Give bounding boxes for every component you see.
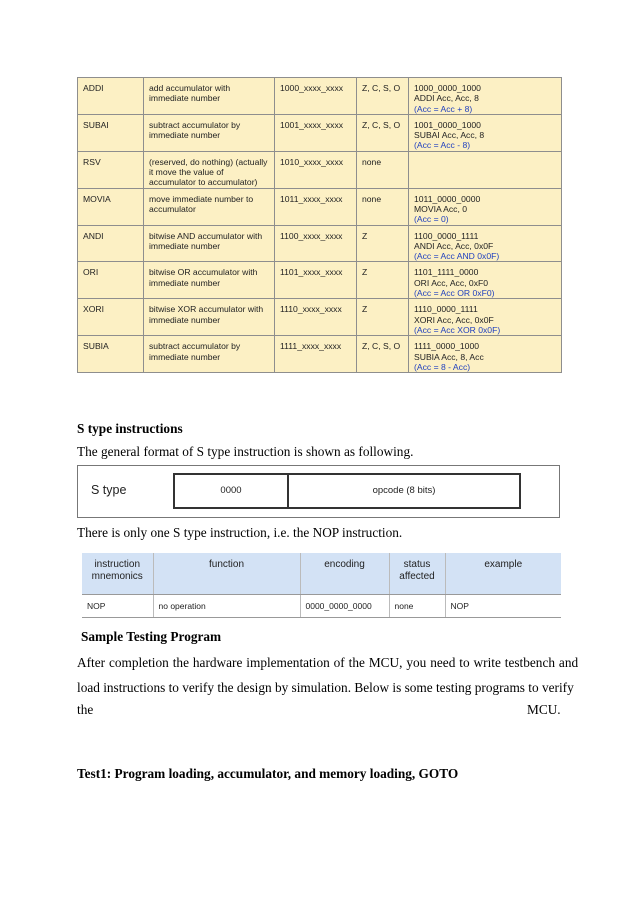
function-line: immediate number: [149, 351, 221, 362]
column-header: [153, 553, 300, 595]
example-line: XORI Acc, Acc, 0x0F: [414, 314, 494, 325]
column-header: [389, 553, 445, 595]
example-line: 1000_0000_1000: [414, 83, 481, 93]
example-cell: [409, 188, 562, 225]
mnemonic-cell: ANDI: [78, 225, 144, 262]
mnemonic-cell: MOVIA: [78, 188, 144, 225]
column-header: [82, 553, 153, 595]
example-cell: [409, 225, 562, 262]
table-cell: NOP: [82, 595, 153, 618]
field-0000: 0000: [175, 475, 289, 507]
function-line: move immediate number to: [149, 193, 254, 204]
mnemonic-cell: RSV: [78, 151, 144, 188]
example-line: SUBAI Acc, Acc, 8: [414, 130, 485, 141]
example-cell: [409, 114, 562, 151]
s-type-format-diagram: [77, 465, 560, 518]
table-row: [78, 151, 562, 188]
table-row: [78, 336, 562, 373]
nop-table: [82, 553, 561, 618]
function-cell: [144, 114, 275, 151]
s-type-format-label: S type: [91, 483, 127, 497]
status-cell: Z, C, S, O: [357, 336, 409, 373]
example-note: (Acc = 0): [414, 214, 449, 225]
function-line: subtract accumulator by: [149, 341, 241, 352]
function-line: accumulator to accumulator): [149, 177, 258, 188]
status-cell: Z: [357, 262, 409, 299]
table-row: [78, 299, 562, 336]
status-cell: none: [357, 151, 409, 188]
sample-heading: Sample Testing Program: [81, 629, 222, 644]
table-row: [78, 225, 562, 262]
s-type-heading: S type instructions: [77, 421, 183, 436]
function-line: it move the value of: [149, 167, 224, 178]
function-line: add accumulator with: [149, 83, 231, 93]
function-cell: [144, 151, 275, 188]
s-type-intro: The general format of S type instruction is shown as following.: [77, 444, 414, 459]
example-note: (Acc = 8 - Acc): [414, 361, 471, 372]
encoding-cell: 1101_xxxx_xxxx: [275, 262, 357, 299]
table-cell: 0000_0000_0000: [300, 595, 389, 618]
example-note: (Acc = Acc XOR 0x0F): [414, 324, 501, 335]
function-line: bitwise XOR accumulator with: [149, 304, 264, 315]
function-line: bitwise AND accumulator with: [149, 230, 263, 241]
example-cell: [409, 78, 562, 115]
sample-paragraph-line-2: load instructions to verify the design by simulation. Below is some testing programs to verify: [77, 680, 574, 695]
example-cell: [409, 336, 562, 373]
status-cell: Z: [357, 299, 409, 336]
example-line: 1101_1111_0000: [414, 267, 479, 278]
encoding-cell: 1001_xxxx_xxxx: [275, 114, 357, 151]
column-header-line: instruction: [94, 559, 141, 570]
instruction-table: [77, 77, 562, 373]
table-cell: NOP: [445, 595, 561, 618]
table-row: [78, 114, 562, 151]
table-row: [78, 78, 562, 115]
example-line: SUBIA Acc, 8, Acc: [414, 351, 484, 362]
function-cell: [144, 299, 275, 336]
column-header-line: encoding: [324, 559, 365, 570]
test1-heading: Test1: Program loading, accumulator, and memory loading, GOTO: [77, 766, 459, 781]
function-line: immediate number: [149, 130, 221, 141]
function-line: immediate number: [149, 314, 221, 325]
example-line: ADDI Acc, Acc, 8: [414, 93, 479, 104]
function-cell: [144, 336, 275, 373]
example-note: (Acc = Acc + 8): [414, 103, 473, 114]
function-cell: [144, 188, 275, 225]
example-note: (Acc = Acc AND 0x0F): [414, 251, 500, 262]
example-note: (Acc = Acc - 8): [414, 140, 471, 151]
s-type-fields: [173, 473, 521, 509]
status-cell: Z, C, S, O: [357, 114, 409, 151]
example-cell: [409, 262, 562, 299]
function-line: subtract accumulator by: [149, 119, 241, 130]
status-cell: Z, C, S, O: [357, 78, 409, 115]
example-cell: [409, 299, 562, 336]
function-line: bitwise OR accumulator with: [149, 267, 258, 278]
function-line: (reserved, do nothing) (actually: [149, 156, 268, 167]
column-header-line: function: [208, 559, 245, 570]
table-cell: no operation: [153, 595, 300, 618]
column-header-line: status: [403, 559, 431, 570]
encoding-cell: 1110_xxxx_xxxx: [275, 299, 357, 336]
example-line: ANDI Acc, Acc, 0x0F: [414, 240, 494, 251]
mnemonic-cell: XORI: [78, 299, 144, 336]
function-line: accumulator: [149, 203, 196, 214]
example-line: 1111_0000_1000: [414, 341, 479, 352]
encoding-cell: 1011_xxxx_xxxx: [275, 188, 357, 225]
sample-paragraph-line-3-start: the: [77, 702, 94, 717]
sample-paragraph-line-1: After completion the hardware implementation of the MCU, you need to write testbench and: [77, 655, 579, 670]
column-header-line: example: [484, 559, 523, 570]
table-row: [82, 595, 561, 618]
status-cell: none: [357, 188, 409, 225]
example-line: MOVIA Acc, 0: [414, 203, 468, 214]
s-type-only-one: There is only one S type instruction, i.e. the NOP instruction.: [77, 525, 403, 540]
example-line: 1110_0000_1111: [414, 304, 478, 315]
example-cell: [409, 151, 562, 188]
example-line: ORI Acc, Acc, 0xF0: [414, 277, 489, 288]
encoding-cell: 1100_xxxx_xxxx: [275, 225, 357, 262]
mnemonic-cell: ORI: [78, 262, 144, 299]
field-opcode: opcode (8 bits): [372, 485, 436, 496]
example-line: 1100_0000_1111: [414, 230, 479, 241]
mnemonic-cell: SUBIA: [78, 336, 144, 373]
function-line: immediate number: [149, 240, 221, 251]
function-cell: [144, 78, 275, 115]
column-header: [300, 553, 389, 595]
function-line: immediate number: [149, 93, 221, 104]
column-header-line: affected: [399, 571, 435, 582]
table-row: [78, 188, 562, 225]
mnemonic-cell: SUBAI: [78, 114, 144, 151]
encoding-cell: 1010_xxxx_xxxx: [275, 151, 357, 188]
function-cell: [144, 225, 275, 262]
column-header-line: mnemonics: [91, 571, 143, 582]
encoding-cell: 1000_xxxx_xxxx: [275, 78, 357, 115]
example-line: 1011_0000_0000: [414, 193, 481, 204]
function-line: immediate number: [149, 277, 221, 288]
sample-paragraph-line-3-end: MCU.: [527, 702, 561, 717]
mnemonic-cell: ADDI: [78, 78, 144, 115]
table-row: [78, 262, 562, 299]
function-cell: [144, 262, 275, 299]
column-header: [445, 553, 561, 595]
encoding-cell: 1111_xxxx_xxxx: [275, 336, 357, 373]
table-cell: none: [389, 595, 445, 618]
status-cell: Z: [357, 225, 409, 262]
example-note: (Acc = Acc OR 0xF0): [414, 288, 495, 299]
example-line: 1001_0000_1000: [414, 119, 481, 130]
